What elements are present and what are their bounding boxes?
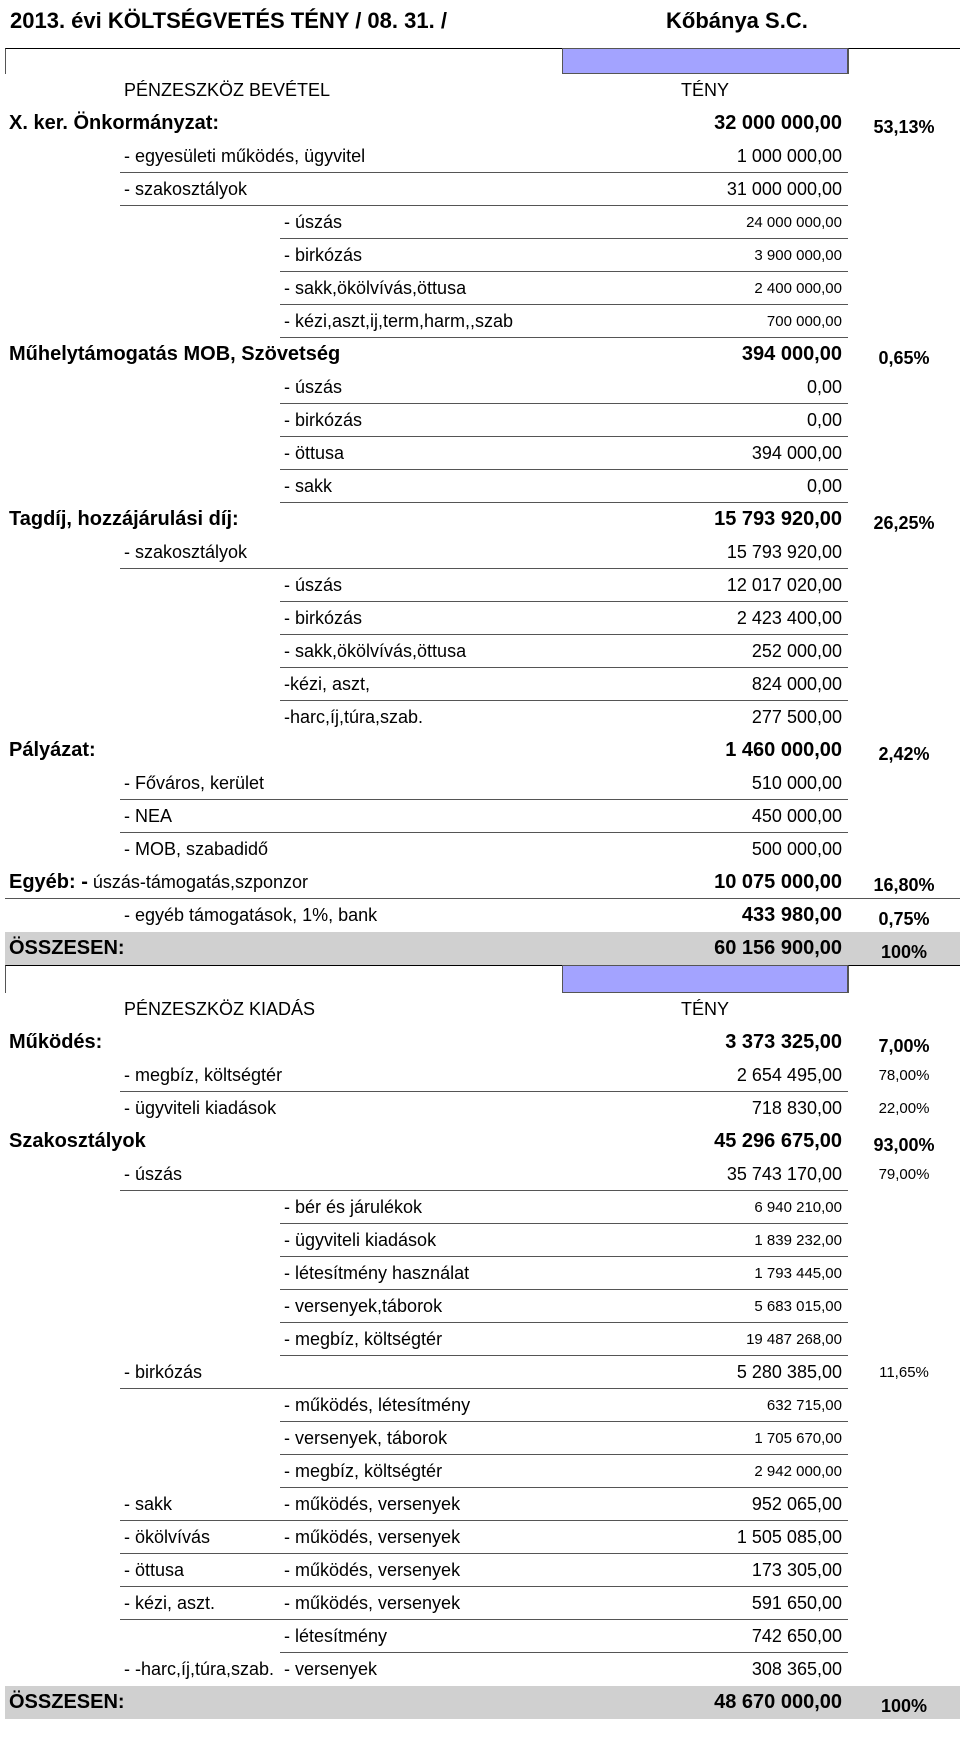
row-label-rest: úszás-támogatás,szponzor <box>87 871 309 892</box>
income-subsub-row <box>5 635 960 668</box>
row-label: - Főváros, kerület <box>120 767 562 800</box>
income-subsub-row <box>5 371 960 404</box>
row-value: 12 017 020,00 <box>562 569 848 602</box>
organization-name: Kőbánya S.C. <box>666 8 808 33</box>
row-label: Szakosztályok <box>9 1130 146 1152</box>
expense-subsub-row <box>5 1455 960 1488</box>
row-value: 277 500,00 <box>751 707 842 727</box>
expense-sport-row <box>5 1554 960 1587</box>
income-tagdij-row <box>5 503 960 536</box>
income-subsub-row <box>5 437 960 470</box>
row-value: 5 280 385,00 <box>562 1356 848 1389</box>
row-value: 394 000,00 <box>562 437 848 470</box>
row-label: - egyesületi működés, ügyvitel <box>120 140 562 173</box>
expense-subsub-row <box>5 1191 960 1224</box>
row-label: - szakosztályok <box>120 536 562 569</box>
row-value: 433 980,00 <box>741 904 842 926</box>
row-value: 1 505 085,00 <box>562 1521 848 1554</box>
separator-row <box>5 48 960 74</box>
row-value: 252 000,00 <box>562 635 848 668</box>
row-label: - öttusa <box>280 437 562 470</box>
income-header-col: TÉNY <box>680 80 729 100</box>
row-label: - létesítmény használat <box>280 1257 562 1290</box>
expense-sub-row <box>5 1092 960 1125</box>
row-value: 2 942 000,00 <box>562 1455 848 1488</box>
row-label <box>5 866 562 899</box>
row-value: 0,00 <box>562 371 848 404</box>
total-value: 60 156 900,00 <box>714 937 842 959</box>
row-label: - egyéb támogatások, 1%, bank <box>124 905 378 925</box>
row-value: 700 000,00 <box>562 305 848 338</box>
separator-row <box>5 965 960 993</box>
income-subsub-row <box>5 239 960 272</box>
expense-sub-row <box>5 1158 960 1191</box>
row-label: - ügyviteli kiadások <box>124 1098 277 1118</box>
row-percent: 0,65% <box>878 348 930 368</box>
row-value: 19 487 268,00 <box>562 1323 848 1356</box>
row-percent: 26,25% <box>873 513 935 533</box>
income-subsub-row <box>5 305 960 338</box>
income-subsub-row <box>5 470 960 503</box>
row-value: 2 654 495,00 <box>562 1059 848 1092</box>
row-value: 718 830,00 <box>751 1098 842 1118</box>
expense-subsub-row <box>5 1422 960 1455</box>
row-label: - úszás <box>280 371 562 404</box>
expense-sport-row <box>5 1620 960 1653</box>
row-label: - kézi,aszt,ij,term,harm,,szab <box>280 305 562 338</box>
row-value: 32 000 000,00 <box>714 112 842 134</box>
row-value: 3 373 325,00 <box>725 1031 842 1053</box>
row-label: - működés, létesítmény <box>280 1389 562 1422</box>
row-label: - MOB, szabadidő <box>124 839 269 859</box>
row-value: 394 000,00 <box>741 343 842 365</box>
expense-sport-row <box>5 1521 960 1554</box>
row-label: - kézi, aszt. <box>120 1587 280 1620</box>
row-value: 5 683 015,00 <box>562 1290 848 1323</box>
row-label: - -harc,íj,túra,szab. <box>124 1659 275 1679</box>
row-label: - bér és járulékok <box>280 1191 562 1224</box>
row-percent: 0,75% <box>878 909 930 929</box>
header-highlight-cell <box>562 965 848 993</box>
row-value: 35 743 170,00 <box>562 1158 848 1191</box>
income-muhely-row <box>5 338 960 371</box>
row-value: 15 793 920,00 <box>562 536 848 569</box>
row-value: 2 423 400,00 <box>562 602 848 635</box>
budget-sheet <box>5 48 960 1719</box>
row-label: X. ker. Önkormányzat: <box>9 112 220 134</box>
expense-mukodes-row <box>5 1026 960 1059</box>
income-palyazat-row <box>5 734 960 767</box>
row-percent: 2,42% <box>878 744 930 764</box>
income-subsub-row <box>5 602 960 635</box>
row-label: - versenyek,táborok <box>280 1290 562 1323</box>
row-sublabel: - létesítmény <box>280 1620 562 1653</box>
row-value: 510 000,00 <box>562 767 848 800</box>
income-sub-row <box>5 140 960 173</box>
total-value: 48 670 000,00 <box>714 1691 842 1713</box>
row-percent: 7,00% <box>878 1036 930 1056</box>
income-sub-row <box>5 536 960 569</box>
expense-sub-row <box>5 1059 960 1092</box>
row-value: 0,00 <box>562 470 848 503</box>
row-value: 3 900 000,00 <box>562 239 848 272</box>
income-sub-row <box>5 767 960 800</box>
row-value: 1 000 000,00 <box>562 140 848 173</box>
row-sublabel: - működés, versenyek <box>280 1554 562 1587</box>
row-sublabel: - működés, versenyek <box>280 1587 562 1620</box>
income-subsub-row <box>5 404 960 437</box>
row-label: - birkózás <box>280 239 562 272</box>
row-sublabel: - működés, versenyek <box>280 1488 562 1521</box>
row-value: 1 793 445,00 <box>562 1257 848 1290</box>
row-value: 308 365,00 <box>751 1659 842 1679</box>
row-label: - úszás <box>120 1158 562 1191</box>
income-subsub-row <box>5 569 960 602</box>
income-subsub-row <box>5 272 960 305</box>
row-label: - úszás <box>280 206 562 239</box>
row-percent: 16,80% <box>848 866 960 899</box>
row-value: 824 000,00 <box>562 668 848 701</box>
row-label: - birkózás <box>280 404 562 437</box>
row-percent: 79,00% <box>878 1166 930 1183</box>
row-label: - birkózás <box>120 1356 562 1389</box>
row-value: 173 305,00 <box>562 1554 848 1587</box>
row-value: 1 705 670,00 <box>562 1422 848 1455</box>
row-label: - öttusa <box>120 1554 280 1587</box>
row-percent: 22,00% <box>878 1100 930 1117</box>
row-value: 45 296 675,00 <box>714 1130 842 1152</box>
income-header-row <box>5 74 960 107</box>
income-egyeb-row <box>5 866 960 899</box>
row-label: -harc,íj,túra,szab. <box>284 707 424 727</box>
expense-header-col: TÉNY <box>680 999 729 1019</box>
row-label: - megbíz, költségtér <box>280 1323 562 1356</box>
row-label: Pályázat: <box>9 739 96 761</box>
row-value: 24 000 000,00 <box>562 206 848 239</box>
row-value: 2 400 000,00 <box>562 272 848 305</box>
header-highlight-cell <box>562 48 848 74</box>
income-subsub-row <box>5 668 960 701</box>
expense-sport-row <box>5 1587 960 1620</box>
row-label: - NEA <box>120 800 562 833</box>
document-title: 2013. évi KÖLTSÉGVETÉS TÉNY / 08. 31. / <box>10 8 447 33</box>
expense-sport-row <box>5 1653 960 1686</box>
row-value: 6 940 210,00 <box>562 1191 848 1224</box>
income-subsub-row <box>5 206 960 239</box>
income-onkormanyzat-row <box>5 107 960 140</box>
row-value: 0,00 <box>562 404 848 437</box>
row-value: 450 000,00 <box>562 800 848 833</box>
row-label: Működés: <box>9 1031 103 1053</box>
expense-total-row <box>5 1686 960 1719</box>
row-sublabel: - versenyek <box>284 1659 378 1679</box>
expense-subsub-row <box>5 1224 960 1257</box>
income-header-label: PÉNZESZKÖZ BEVÉTEL <box>124 80 331 100</box>
row-label: - megbíz, költségtér <box>120 1059 562 1092</box>
row-label: Műhelytámogatás MOB, Szövetség <box>9 343 341 365</box>
row-label: - ökölvívás <box>120 1521 280 1554</box>
row-label: Tagdíj, hozzájárulási díj: <box>9 508 239 530</box>
row-value: 31 000 000,00 <box>562 173 848 206</box>
row-percent: 93,00% <box>873 1135 935 1155</box>
expense-szak-row <box>5 1125 960 1158</box>
row-label: - ügyviteli kiadások <box>280 1224 562 1257</box>
row-label: - versenyek, táborok <box>280 1422 562 1455</box>
row-percent: 53,13% <box>873 117 935 137</box>
expense-sub-row <box>5 1356 960 1389</box>
row-sublabel: - működés, versenyek <box>280 1521 562 1554</box>
expense-sport-row <box>5 1488 960 1521</box>
row-label-bold: Egyéb: - <box>9 870 88 893</box>
row-value: 632 715,00 <box>562 1389 848 1422</box>
expense-header-row <box>5 993 960 1026</box>
row-label: - sakk,ökölvívás,öttusa <box>280 635 562 668</box>
row-label: - sakk,ökölvívás,öttusa <box>280 272 562 305</box>
income-total-row <box>5 932 960 965</box>
row-value: 1 839 232,00 <box>562 1224 848 1257</box>
row-label: - birkózás <box>280 602 562 635</box>
income-egyeb2-row <box>5 899 960 932</box>
expense-subsub-row <box>5 1290 960 1323</box>
row-value: 742 650,00 <box>562 1620 848 1653</box>
row-percent: 11,65% <box>879 1364 929 1381</box>
row-value: 500 000,00 <box>751 839 842 859</box>
total-label: ÖSSZESEN: <box>9 1691 125 1713</box>
total-percent: 100% <box>880 1696 928 1716</box>
row-value: 10 075 000,00 <box>562 866 848 899</box>
income-subsub-row <box>5 701 960 734</box>
total-label: ÖSSZESEN: <box>9 937 125 959</box>
row-value: 591 650,00 <box>562 1587 848 1620</box>
expense-header-label: PÉNZESZKÖZ KIADÁS <box>124 999 316 1019</box>
income-sub-row <box>5 173 960 206</box>
total-percent: 100% <box>880 942 928 962</box>
row-value: 1 460 000,00 <box>725 739 842 761</box>
row-value: 15 793 920,00 <box>714 508 842 530</box>
income-sub-row <box>5 833 960 866</box>
row-value: 952 065,00 <box>562 1488 848 1521</box>
row-percent: 78,00% <box>878 1067 930 1084</box>
row-label: - sakk <box>280 470 562 503</box>
expense-subsub-row <box>5 1323 960 1356</box>
row-label: - úszás <box>280 569 562 602</box>
row-label: - sakk <box>120 1488 280 1521</box>
expense-subsub-row <box>5 1257 960 1290</box>
row-label: - szakosztályok <box>120 173 562 206</box>
row-label: -kézi, aszt, <box>280 668 562 701</box>
expense-subsub-row <box>5 1389 960 1422</box>
row-label: - megbíz, költségtér <box>280 1455 562 1488</box>
income-sub-row <box>5 800 960 833</box>
